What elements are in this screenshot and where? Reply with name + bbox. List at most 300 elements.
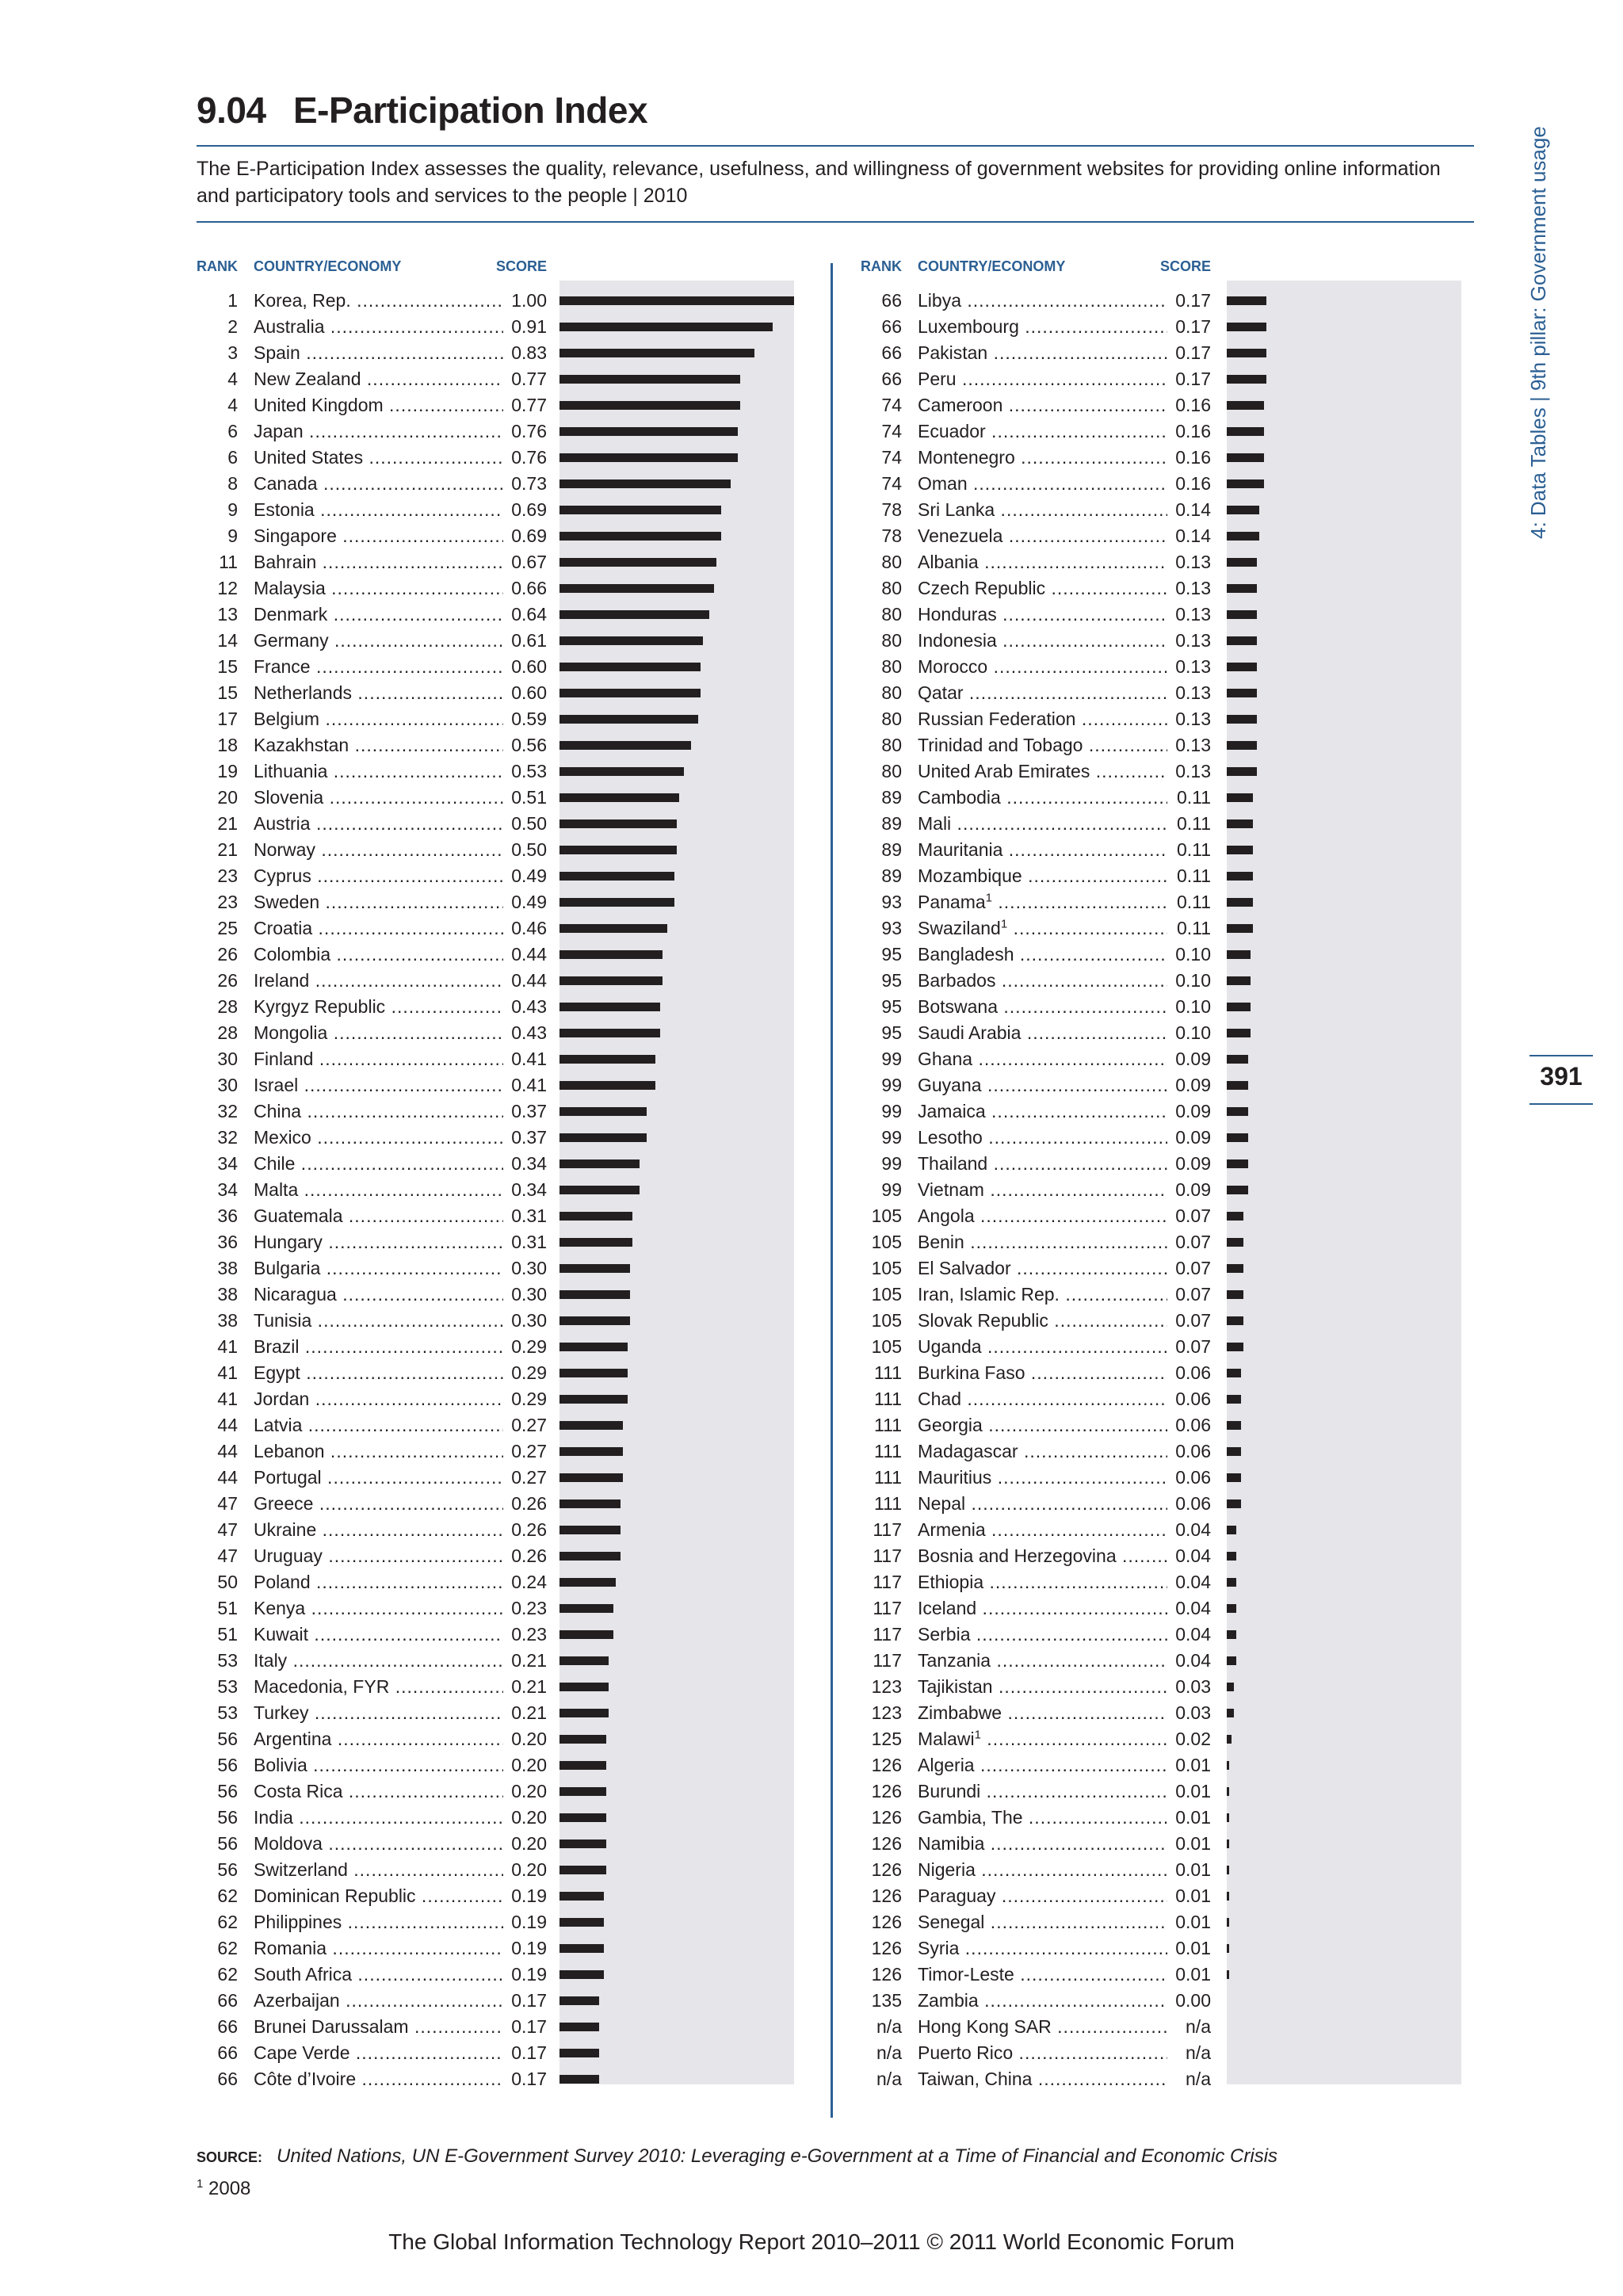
score-bar [559, 689, 701, 697]
country-name: Brazil [254, 1336, 300, 1357]
country-cell [254, 1700, 503, 1726]
score-cell: 0.06 [1168, 1386, 1211, 1412]
score-cell: 0.31 [504, 1229, 547, 1255]
score-cell: 0.37 [504, 1125, 547, 1151]
rank-cell: 80 [881, 656, 902, 677]
score-bar [1227, 1212, 1243, 1221]
page-number: 391 [1540, 1062, 1583, 1091]
score-bar [1227, 1604, 1236, 1613]
score-cell: 0.16 [1168, 471, 1211, 497]
rank-cell: 95 [881, 1022, 902, 1043]
score-bar [559, 1186, 640, 1194]
score-cell: 0.41 [504, 1046, 547, 1072]
country-cell [254, 915, 503, 942]
bar-panel [1227, 281, 1461, 2084]
country-cell [918, 1282, 1167, 1308]
rank-cell: 93 [881, 918, 902, 938]
rank-cell: 66 [881, 290, 902, 311]
country-name: Lesotho [918, 1127, 983, 1148]
score-cell: 0.13 [1168, 758, 1211, 785]
rank-cell: 99 [881, 1049, 902, 1069]
section-number: 9.04 [197, 90, 266, 131]
country-cell [918, 1125, 1167, 1151]
footnote-text: 2008 [208, 2178, 251, 2199]
country-cell [918, 915, 1167, 942]
country-name: Swaziland [918, 918, 1001, 938]
country-name: Japan [254, 421, 304, 441]
country-name: Mauritius [918, 1467, 992, 1488]
country-cell [254, 1883, 503, 1909]
rank-cell: 80 [881, 735, 902, 755]
rank-cell: 11 [219, 552, 238, 572]
score-bar [1227, 375, 1266, 384]
rank-cell: 66 [217, 1990, 238, 2011]
country-cell [254, 1778, 503, 1805]
country-name: Uganda [918, 1336, 982, 1357]
score-bar [1227, 1656, 1236, 1665]
score-cell: 0.13 [1168, 654, 1211, 680]
rank-cell: 9 [227, 499, 238, 520]
country-cell [254, 889, 503, 915]
score-cell: 0.16 [1168, 445, 1211, 471]
score-bar [559, 1212, 632, 1221]
rank-cell: 44 [217, 1441, 238, 1461]
rank-cell: 95 [881, 944, 902, 965]
score-bar [559, 427, 738, 436]
score-bar [1227, 1395, 1241, 1404]
country-name: Serbia [918, 1624, 971, 1645]
score-cell: 0.11 [1168, 785, 1211, 811]
rank-cell: n/a [876, 2069, 902, 2089]
country-cell [254, 1151, 503, 1177]
country-cell [918, 1360, 1167, 1386]
rank-cell: 15 [217, 656, 238, 677]
score-cell: 0.07 [1168, 1334, 1211, 1360]
score-cell: 0.23 [504, 1622, 547, 1648]
score-bar [1227, 427, 1264, 436]
score-cell: 0.83 [504, 340, 547, 366]
country-cell [254, 1857, 503, 1883]
country-name: Madagascar [918, 1441, 1018, 1461]
score-bar [1227, 715, 1257, 724]
score-cell: 0.37 [504, 1098, 547, 1125]
country-name: Hong Kong SAR [918, 2016, 1052, 2037]
rank-cell: 21 [217, 839, 238, 860]
country-cell [918, 575, 1167, 602]
score-bar [559, 584, 714, 593]
country-name: Tanzania [918, 1650, 991, 1671]
score-cell: 0.01 [1168, 1805, 1211, 1831]
score-cell: n/a [1168, 2014, 1211, 2040]
country-name: Indonesia [918, 630, 997, 651]
score-bar [1227, 401, 1264, 410]
rank-cell: 47 [217, 1545, 238, 1566]
rank-cell: 95 [881, 996, 902, 1017]
footnote-marker: 1 [985, 891, 993, 905]
rank-cell: 36 [217, 1232, 238, 1252]
rank-cell: 44 [217, 1415, 238, 1435]
score-bar [1227, 1578, 1236, 1587]
score-cell: 0.06 [1168, 1412, 1211, 1438]
score-bar [1227, 1918, 1229, 1927]
score-bar [1227, 1081, 1248, 1090]
rank-cell: 25 [217, 918, 238, 938]
country-cell [254, 863, 503, 889]
score-bar [1227, 689, 1257, 697]
country-cell [918, 785, 1167, 811]
country-cell [254, 732, 503, 758]
country-name: Mauritania [918, 839, 1003, 860]
score-bar [559, 349, 754, 357]
score-cell: 0.76 [504, 418, 547, 445]
country-cell [254, 680, 503, 706]
score-bar [1227, 296, 1266, 305]
country-cell [254, 523, 503, 549]
score-cell: 0.06 [1168, 1360, 1211, 1386]
score-bar [559, 1787, 606, 1796]
rank-cell: 111 [874, 1362, 902, 1383]
country-cell [918, 1752, 1167, 1778]
country-name: India [254, 1807, 293, 1828]
score-bar [1227, 1787, 1229, 1796]
rank-cell: 62 [217, 1964, 238, 1985]
country-name: Costa Rica [254, 1781, 343, 1801]
country-name: France [254, 656, 311, 677]
rank-cell: 89 [881, 813, 902, 834]
score-bar [1227, 1316, 1243, 1325]
score-cell: 0.30 [504, 1255, 547, 1282]
country-cell [254, 418, 503, 445]
rank-cell: 105 [871, 1310, 902, 1331]
score-cell: 0.73 [504, 471, 547, 497]
score-bar [1227, 1892, 1229, 1901]
score-cell: 0.07 [1168, 1282, 1211, 1308]
country-name: Slovak Republic [918, 1310, 1048, 1331]
country-cell [918, 1988, 1167, 2014]
score-bar [559, 1552, 621, 1561]
score-bar [559, 1735, 606, 1744]
country-name: Vietnam [918, 1179, 984, 1200]
rank-cell: 93 [881, 892, 902, 912]
country-name: China [254, 1101, 302, 1121]
country-name: Uruguay [254, 1545, 323, 1566]
country-cell [918, 1883, 1167, 1909]
score-header: SCORE [1159, 258, 1211, 274]
country-cell [918, 1648, 1167, 1674]
country-cell [918, 706, 1167, 732]
rank-cell: 126 [871, 1755, 902, 1775]
country-name: Barbados [918, 970, 996, 991]
rank-cell: 99 [881, 1179, 902, 1200]
country-cell [254, 1491, 503, 1517]
country-name: Russian Federation [918, 709, 1076, 729]
score-cell: 0.30 [504, 1282, 547, 1308]
score-bar [559, 1683, 609, 1691]
score-bar [1227, 663, 1257, 671]
country-cell [918, 837, 1167, 863]
score-bar [1227, 793, 1253, 802]
score-bar [1227, 1839, 1229, 1848]
score-bar [1227, 1866, 1229, 1874]
rank-cell: 34 [217, 1179, 238, 1200]
country-cell [254, 654, 503, 680]
country-name: Cape Verde [254, 2042, 350, 2063]
country-cell [918, 1438, 1167, 1465]
score-cell: 0.34 [504, 1177, 547, 1203]
score-bar [559, 453, 738, 462]
score-bar [559, 1944, 604, 1953]
score-cell: 0.20 [504, 1831, 547, 1857]
score-cell: 0.51 [504, 785, 547, 811]
score-cell: 0.07 [1168, 1229, 1211, 1255]
country-name: Libya [918, 290, 961, 311]
country-cell [918, 1098, 1167, 1125]
country-cell [918, 889, 1167, 915]
rank-cell: 8 [227, 473, 238, 494]
country-name: Iceland [918, 1598, 977, 1618]
country-cell [918, 1255, 1167, 1282]
rank-cell: 4 [227, 369, 238, 389]
score-cell: 0.27 [504, 1465, 547, 1491]
country-cell [918, 340, 1167, 366]
country-name: Morocco [918, 656, 988, 677]
country-cell [918, 1020, 1167, 1046]
country-name: Jamaica [918, 1101, 986, 1121]
country-name: Argentina [254, 1729, 332, 1749]
score-bar [1227, 1447, 1241, 1456]
score-cell: 0.34 [504, 1151, 547, 1177]
score-bar [559, 1055, 655, 1064]
score-cell: 0.20 [504, 1805, 547, 1831]
country-cell [254, 1072, 503, 1098]
country-cell [254, 706, 503, 732]
country-name: Mexico [254, 1127, 311, 1148]
country-cell [918, 1595, 1167, 1622]
country-name: Bahrain [254, 552, 317, 572]
country-cell [918, 418, 1167, 445]
country-name: Nepal [918, 1493, 966, 1514]
rank-cell: 89 [881, 839, 902, 860]
rank-cell: 125 [871, 1729, 902, 1749]
score-bar [1227, 950, 1251, 959]
table-description: The E-Participation Index assesses the quality, relevance, usefulness, and willingness of government websites for providing online information and participatory tools and services to the people | 2010 [197, 158, 1441, 207]
section-label: 4: Data Tables | 9th pillar: Government usage [1526, 126, 1550, 539]
score-cell: 0.44 [504, 942, 547, 968]
rank-cell: 111 [874, 1467, 902, 1488]
score-bar [559, 1709, 609, 1717]
score-bar [559, 793, 679, 802]
score-bar [1227, 1970, 1229, 1979]
country-cell [254, 758, 503, 785]
score-bar [1227, 1499, 1241, 1508]
rank-cell: 1 [227, 290, 238, 311]
score-bar [1227, 976, 1251, 985]
score-cell: 0.13 [1168, 549, 1211, 575]
country-cell [254, 314, 503, 340]
country-cell [918, 497, 1167, 523]
country-name: Italy [254, 1650, 288, 1671]
score-bar [1227, 1003, 1251, 1011]
score-cell: 0.20 [504, 1726, 547, 1752]
country-name: United States [254, 447, 364, 468]
score-cell: 0.20 [504, 1752, 547, 1778]
country-cell [254, 366, 503, 392]
score-cell: 0.13 [1168, 732, 1211, 758]
country-name: Syria [918, 1938, 960, 1958]
rank-header: RANK [861, 258, 902, 274]
country-cell [254, 2066, 503, 2092]
country-name: Mozambique [918, 865, 1022, 886]
country-name: Zambia [918, 1990, 979, 2011]
score-cell: 0.23 [504, 1595, 547, 1622]
score-bar [559, 1578, 616, 1587]
rank-cell: 80 [881, 682, 902, 703]
score-bar [1227, 584, 1257, 593]
page-number-rule-top [1529, 1055, 1593, 1056]
rank-cell: 13 [217, 604, 238, 625]
country-name: Zimbabwe [918, 1702, 1002, 1723]
country-cell [918, 1412, 1167, 1438]
country-cell [918, 1962, 1167, 1988]
rank-cell: 47 [217, 1519, 238, 1540]
rank-cell: 99 [881, 1101, 902, 1121]
score-bar [559, 1421, 623, 1430]
rank-cell: 19 [217, 761, 238, 781]
score-cell: 0.50 [504, 811, 547, 837]
score-cell: 0.04 [1168, 1543, 1211, 1569]
score-bar [1227, 1473, 1241, 1482]
score-bar [559, 1369, 628, 1377]
country-cell [254, 1543, 503, 1569]
rank-cell: 50 [217, 1572, 238, 1592]
score-cell: 0.91 [504, 314, 547, 340]
country-name: Venezuela [918, 525, 1003, 546]
rank-cell: 95 [881, 970, 902, 991]
country-name: Lithuania [254, 761, 328, 781]
rank-cell: 105 [871, 1258, 902, 1278]
score-bar [559, 558, 716, 567]
score-cell: 0.01 [1168, 1831, 1211, 1857]
country-name: Panama [918, 892, 986, 912]
country-cell [254, 1412, 503, 1438]
score-cell: 0.10 [1168, 942, 1211, 968]
score-cell: 0.77 [504, 392, 547, 418]
rank-cell: 66 [217, 2069, 238, 2089]
country-cell [918, 1674, 1167, 1700]
rank-cell: 80 [881, 552, 902, 572]
rank-cell: 26 [217, 970, 238, 991]
country-name: Estonia [254, 499, 315, 520]
score-cell: 0.04 [1168, 1595, 1211, 1622]
title-text: E-Participation Index [293, 90, 648, 131]
country-name: Timor-Leste [918, 1964, 1014, 1985]
score-cell: n/a [1168, 2066, 1211, 2092]
score-cell: 0.66 [504, 575, 547, 602]
score-bar [559, 401, 740, 410]
country-cell [918, 863, 1167, 889]
country-name: Macedonia, FYR [254, 1676, 390, 1697]
country-name: Nigeria [918, 1859, 976, 1880]
rank-cell: 111 [874, 1389, 902, 1409]
score-cell: 1.00 [504, 288, 547, 314]
score-bar [559, 1003, 660, 1011]
country-cell [918, 680, 1167, 706]
rank-cell: 117 [873, 1572, 902, 1592]
country-name: Chad [918, 1389, 961, 1409]
country-name: Egypt [254, 1362, 300, 1383]
rank-header: RANK [197, 258, 238, 274]
score-cell: 0.03 [1168, 1674, 1211, 1700]
country-cell [254, 1438, 503, 1465]
score-bar [559, 296, 794, 305]
score-bar [1227, 1186, 1248, 1194]
score-cell: 0.21 [504, 1648, 547, 1674]
score-bar [1227, 846, 1253, 854]
country-name: Guyana [918, 1075, 982, 1095]
score-cell: 0.61 [504, 628, 547, 654]
score-bar [1227, 1552, 1236, 1561]
country-name: Sweden [254, 892, 320, 912]
country-cell [918, 1465, 1167, 1491]
country-cell [254, 1386, 503, 1412]
score-bar [1227, 349, 1266, 357]
country-cell [254, 392, 503, 418]
rank-cell: 126 [871, 1912, 902, 1932]
score-cell: 0.17 [1168, 288, 1211, 314]
score-cell: 0.19 [504, 1909, 547, 1935]
score-bar [1227, 1630, 1236, 1639]
rank-cell: 15 [217, 682, 238, 703]
country-name: Nicaragua [254, 1284, 337, 1305]
score-bar [559, 1107, 647, 1116]
score-bar [1227, 1683, 1234, 1691]
score-cell: 0.10 [1168, 968, 1211, 994]
country-cell [918, 1491, 1167, 1517]
footnote-marker: 1 [197, 2177, 204, 2191]
rank-cell: 18 [217, 735, 238, 755]
country-cell [918, 2040, 1167, 2066]
country-name: Finland [254, 1049, 314, 1069]
score-cell: 0.69 [504, 523, 547, 549]
score-bar [559, 506, 721, 514]
title-rule [197, 145, 1474, 147]
score-bar [1227, 1735, 1232, 1744]
score-cell: 0.13 [1168, 680, 1211, 706]
country-name: Kyrgyz Republic [254, 996, 386, 1017]
score-bar [1227, 1709, 1234, 1717]
score-cell: 0.20 [504, 1857, 547, 1883]
country-cell [254, 288, 503, 314]
country-name: Brunei Darussalam [254, 2016, 409, 2037]
score-cell: 0.49 [504, 863, 547, 889]
score-cell: 0.59 [504, 706, 547, 732]
country-cell [918, 523, 1167, 549]
country-name: Montenegro [918, 447, 1015, 468]
country-cell [918, 2066, 1167, 2092]
score-cell: 0.21 [504, 1674, 547, 1700]
score-bar [1227, 1107, 1248, 1116]
country-cell [254, 785, 503, 811]
rank-cell: 66 [881, 369, 902, 389]
score-cell: 0.01 [1168, 1962, 1211, 1988]
score-cell: 0.11 [1168, 889, 1211, 915]
rank-cell: 99 [881, 1075, 902, 1095]
score-cell: 0.06 [1168, 1491, 1211, 1517]
score-bar [1227, 1526, 1236, 1534]
score-cell: 0.11 [1168, 915, 1211, 942]
country-cell [254, 1177, 503, 1203]
source-label: SOURCE: [197, 2149, 263, 2165]
